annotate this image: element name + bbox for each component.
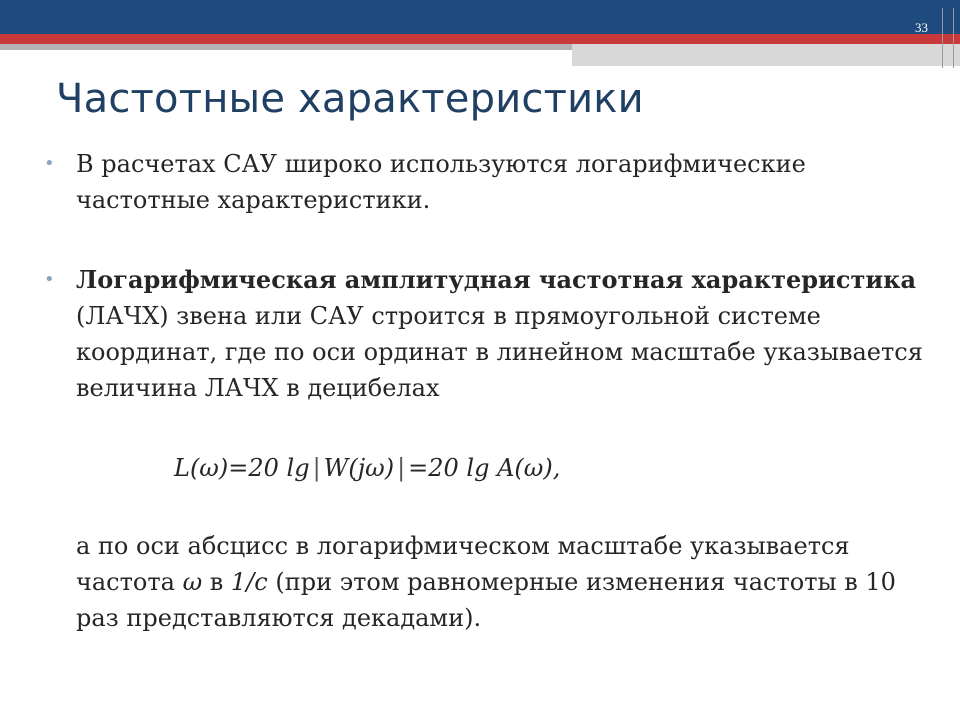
header-gray-block xyxy=(572,44,960,66)
page-title: Частотные характеристики xyxy=(56,76,644,122)
bullet-dot-icon: • xyxy=(44,269,55,290)
bullet-item-2 xyxy=(44,262,934,406)
bullet-text: (ЛАЧХ) звена или САУ строится в прямоугольной системе координат, где по оси ординат в линейном масштабе указывается величина ЛАЧХ в децибелах xyxy=(76,302,923,402)
slide-content xyxy=(44,146,934,636)
abscissa-paragraph xyxy=(76,528,934,636)
formula-right: =20 lg A(ω), xyxy=(408,454,561,482)
header-gray-stripe xyxy=(0,44,572,50)
omega-symbol: ω xyxy=(182,568,203,596)
formula-inner: W(jω) xyxy=(323,454,395,482)
corner-decoration xyxy=(942,8,954,68)
header-band xyxy=(0,0,960,34)
abs-open: | xyxy=(312,454,321,482)
paragraph-text: а по оси абсцисс в логарифмическом масштабе указывается частота xyxy=(76,532,850,596)
bullet-item-1 xyxy=(44,146,934,218)
term-lachx: Логарифмическая амплитудная частотная характеристика xyxy=(76,265,916,294)
formula-left: L(ω)=20 lg xyxy=(174,454,310,482)
paragraph-text: (при этом равномерные изменения частоты в 10 раз представляются декадами). xyxy=(76,568,896,632)
formula-lachx xyxy=(174,450,934,486)
paragraph-text: в xyxy=(202,568,231,596)
abs-close: | xyxy=(397,454,406,482)
bullet-text: В расчетах САУ широко используются логарифмические частотные характеристики. xyxy=(76,150,806,214)
frequency-unit: 1/с xyxy=(230,568,268,596)
bullet-dot-icon: • xyxy=(44,153,55,174)
header-red-stripe xyxy=(0,34,960,44)
slide-number: 33 xyxy=(915,20,928,35)
